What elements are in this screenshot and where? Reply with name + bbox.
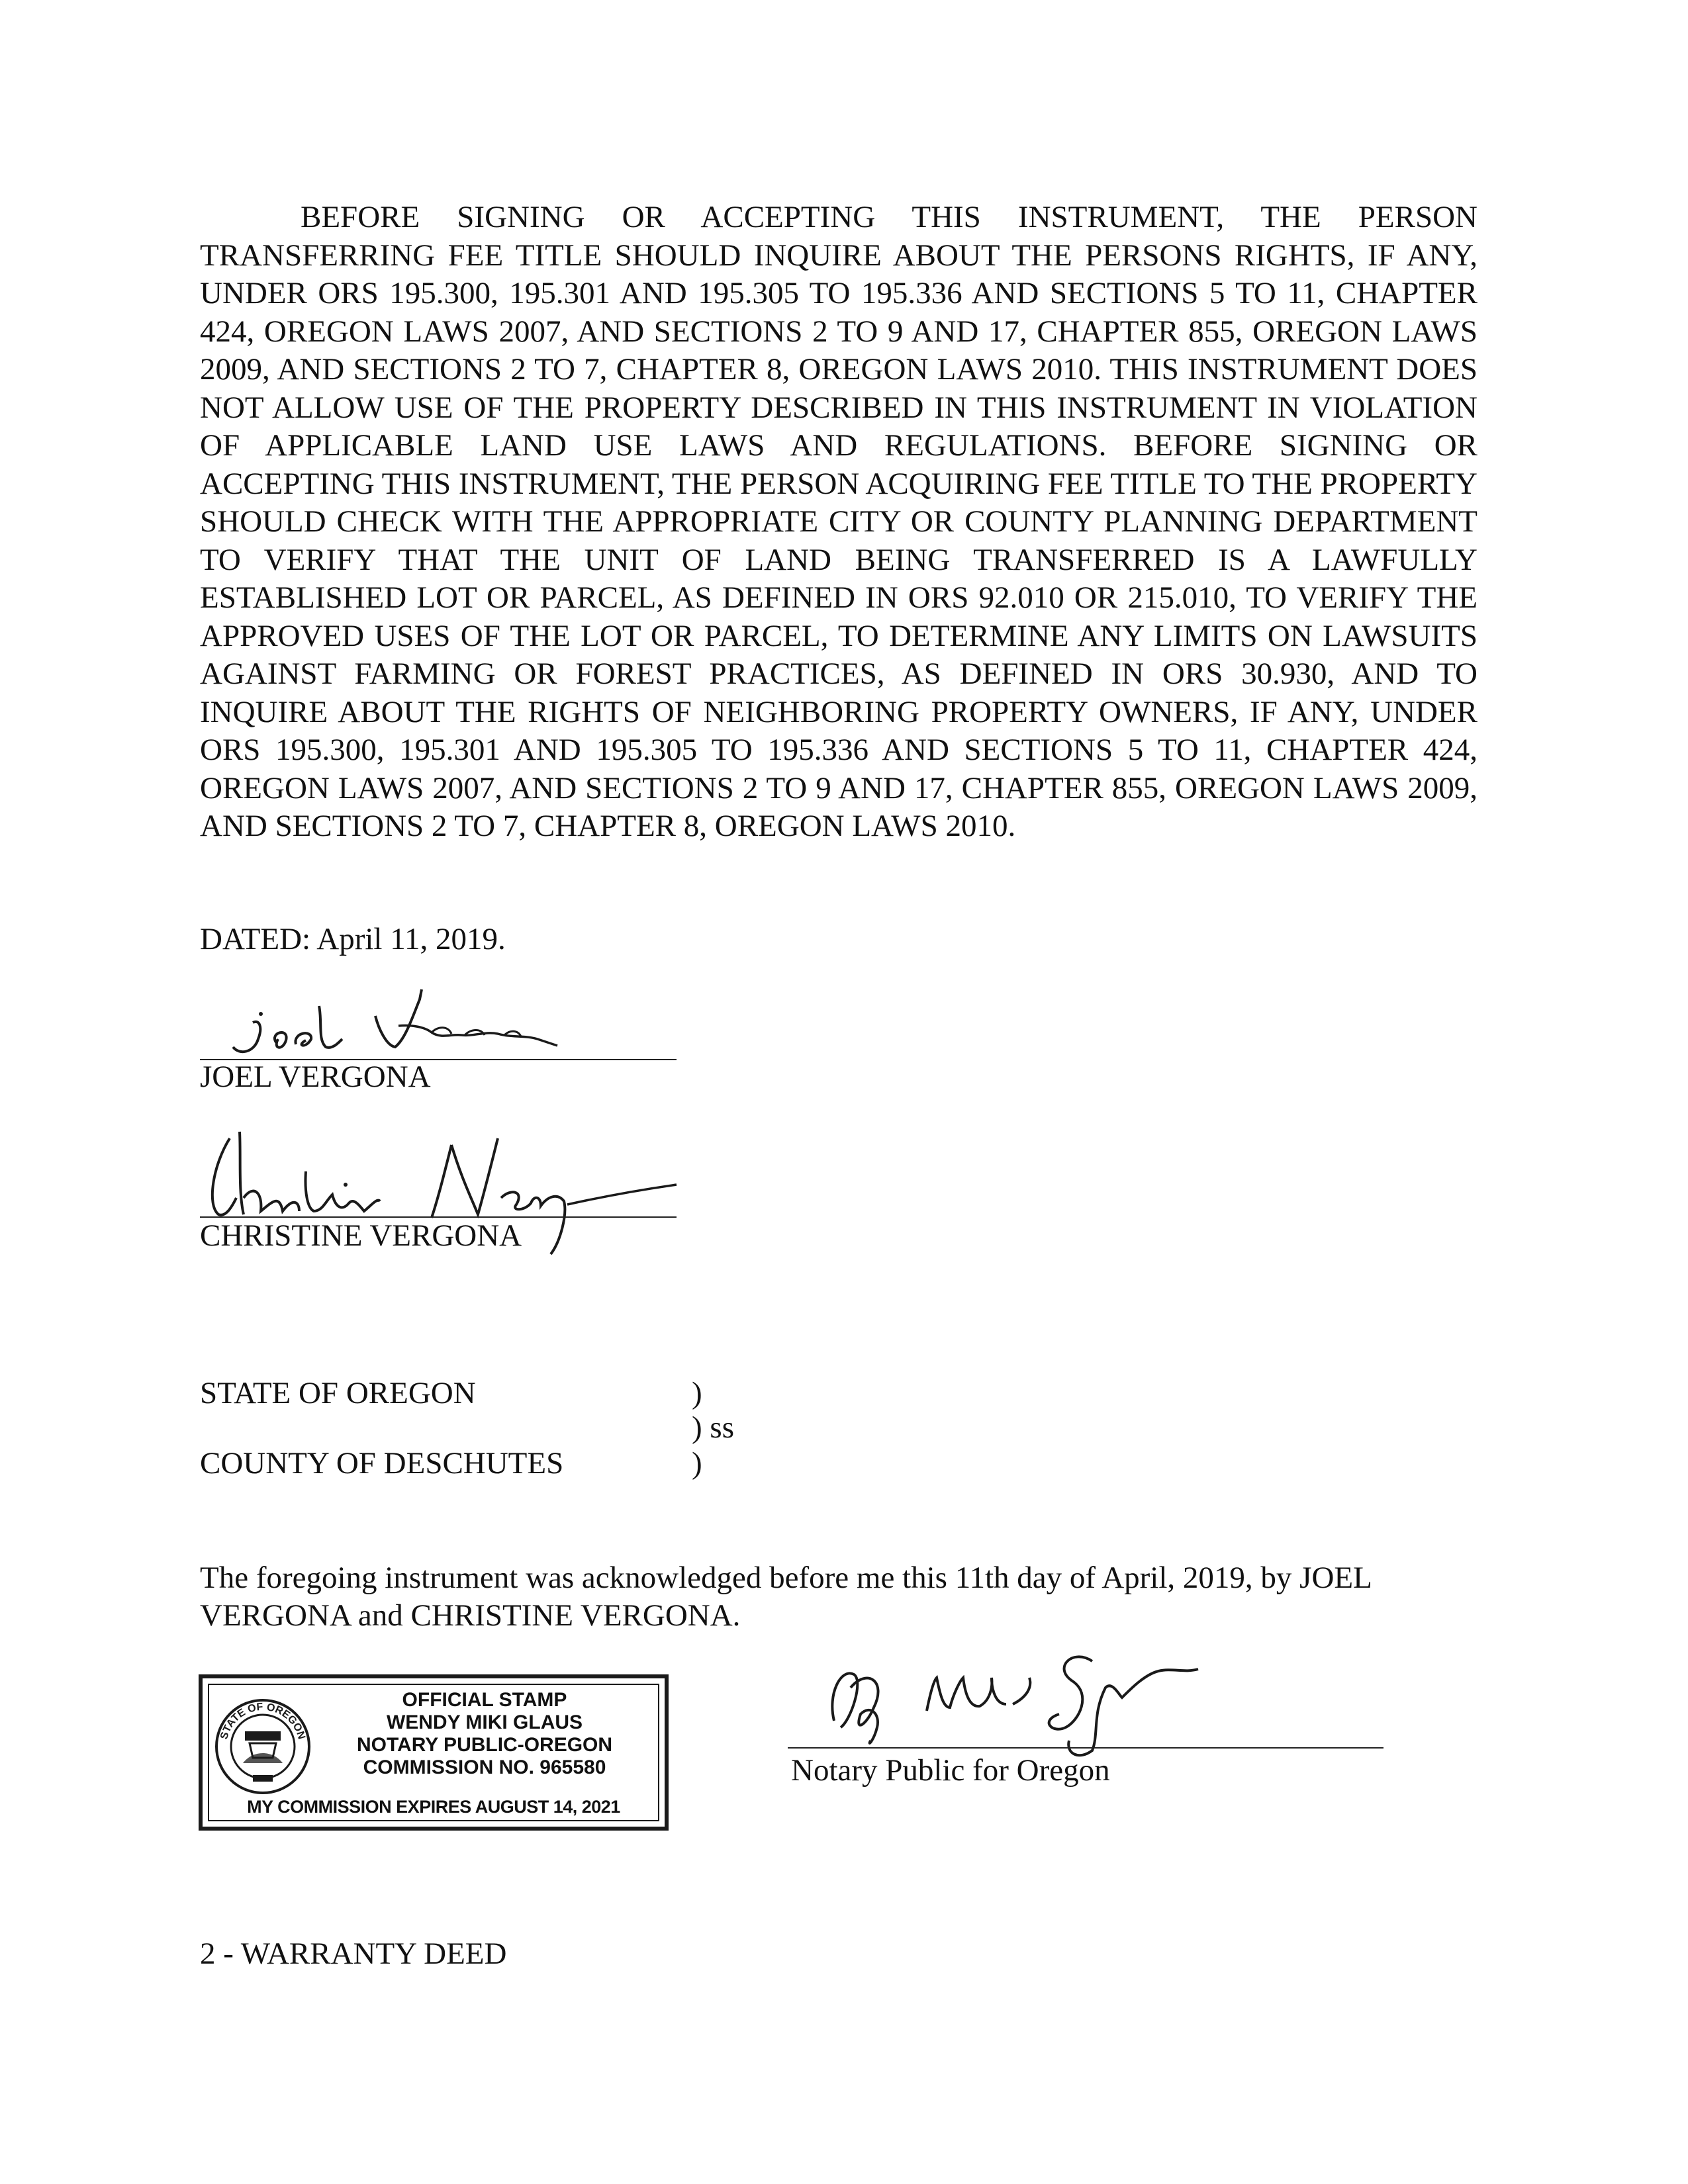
signer-name-christine: CHRISTINE VERGONA	[200, 1218, 522, 1253]
stamp-title: OFFICIAL STAMP	[402, 1689, 567, 1711]
venue-county: COUNTY OF DESCHUTES	[200, 1446, 564, 1480]
statutory-disclaimer: BEFORE SIGNING OR ACCEPTING THIS INSTRUMENT, THE PERSON TRANSFERRING FEE TITLE SHOULD INQUIRE ABOUT THE PERSONS RIGHTS, IF ANY, UNDER ORS 195.300, 195.301 AND 195.305 TO 195.336 AND SECTIONS 5 TO 11, CHAPTER 424, OREGON LAWS 2007, AND SECTIONS 2 TO 9 AND 17, CHAPTER 855, OREGON LAWS 2009, AND SECTIONS 2 TO 7, CHAPTER 8, OREGON LAWS 2010. THIS INSTRUMENT DOES NOT ALLOW USE OF THE PROPERTY DESCRIBED IN THIS INSTRUMENT IN VIOLATION OF APPLICABLE LAND USE LAWS AND REGULATIONS. BEFORE SIGNING OR ACCEPTING THIS INSTRUMENT, THE PERSON ACQUIRING FEE TITLE TO THE PROPERTY SHOULD CHECK WITH THE APPROPRIATE CITY OR COUNTY PLANNING DEPARTMENT TO VERIFY THAT THE UNIT OF LAND BEING TRANSFERRED IS A LAWFULLY ESTABLISHED LOT OR PARCEL, AS DEFINED IN ORS 92.010 OR 215.010, TO VERIFY THE APPROVED USES OF THE LOT OR PARCEL, TO DETERMINE ANY LIMITS ON LAWSUITS AGAINST FARMING OR FOREST PRACTICES, AS DEFINED IN ORS 30.930, AND TO INQUIRE ABOUT THE RIGHTS OF NEIGHBORING PROPERTY OWNERS, IF ANY, UNDER ORS 195.300, 195.301 AND 195.305 TO 195.336 AND SECTIONS 5 TO 11, CHAPTER 424, OREGON LAWS 2007, AND SECTIONS 2 TO 9 AND 17, CHAPTER 855, OREGON LAWS 2009, AND SECTIONS 2 TO 7, CHAPTER 8, OREGON LAWS 2010.	[200, 200, 1477, 843]
venue-paren-top: )	[692, 1376, 702, 1410]
notary-signature-line	[788, 1747, 1383, 1749]
stamp-text-block	[315, 1689, 654, 1779]
signature-joel	[213, 986, 690, 1069]
stamp-notary-public: NOTARY PUBLIC-OREGON	[356, 1734, 613, 1756]
notary-stamp	[199, 1674, 669, 1831]
stamp-expiration: MY COMMISSION EXPIRES AUGUST 14, 2021	[247, 1797, 620, 1817]
page-footer: 2 - WARRANTY DEED	[200, 1936, 507, 1971]
dated-line: DATED: April 11, 2019.	[200, 922, 506, 956]
notary-label: Notary Public for Oregon	[791, 1753, 1110, 1788]
signer-name-joel: JOEL VERGONA	[200, 1060, 431, 1094]
venue-paren-ss: ) ss	[692, 1410, 734, 1445]
venue-paren-bottom: )	[692, 1446, 702, 1480]
stamp-notary-name: WENDY MIKI GLAUS	[386, 1711, 583, 1733]
seal-text: STATE OF OREGON	[218, 1701, 307, 1741]
stamp-commission-number: COMMISSION NO. 965580	[363, 1756, 606, 1778]
oregon-seal-icon	[213, 1697, 312, 1796]
venue-state: STATE OF OREGON	[200, 1376, 476, 1410]
acknowledgment-text: The foregoing instrument was acknowledged before me this 11th day of April, 2019, by JOEL VERGONA and CHRISTINE VERGONA.	[200, 1561, 1372, 1633]
notary-stamp-border	[208, 1684, 659, 1821]
